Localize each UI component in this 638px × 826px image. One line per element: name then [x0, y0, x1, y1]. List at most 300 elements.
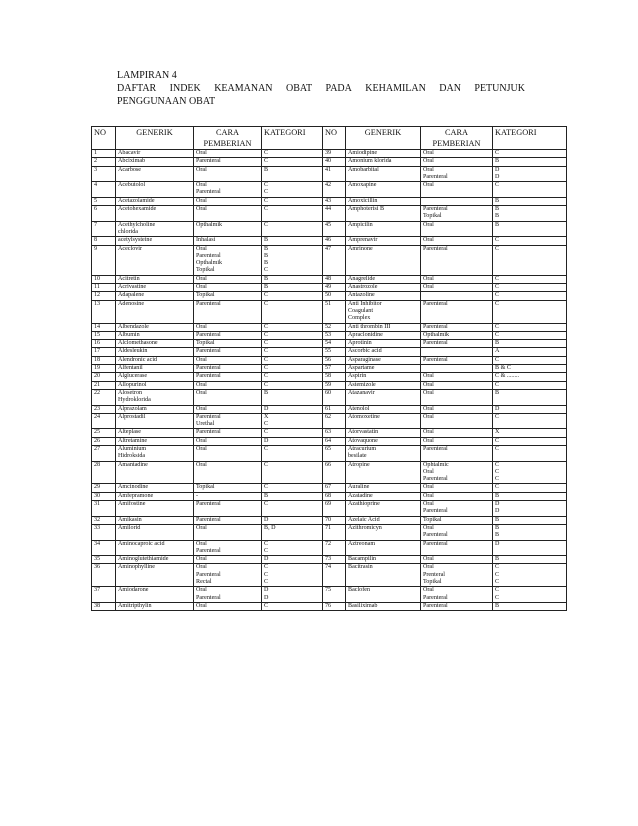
cell-line: Opthalmik: [196, 221, 223, 228]
table-row: [92, 602, 567, 610]
cell-line: Aztreonam: [348, 540, 376, 547]
cell-kategori: [493, 389, 567, 405]
cell-line: Oral: [196, 587, 207, 594]
cell-line: 34: [94, 540, 101, 547]
cell-line: 14: [94, 323, 101, 330]
cell-line: Aminoglutethiamide: [118, 556, 169, 563]
cell-line: Bacitrasin: [348, 564, 373, 571]
cell-line: Oral: [196, 206, 207, 213]
cell-cara-pemberian: [194, 158, 262, 166]
cell-generik: [346, 461, 421, 484]
cell-line: B: [495, 516, 500, 523]
cell-no: [92, 381, 116, 389]
cell-line: Parenteral: [196, 331, 221, 338]
cell-line: Adenosine: [118, 300, 145, 307]
cell-line: Alclomethasone: [118, 340, 158, 347]
cell-line: B: [264, 275, 269, 282]
cell-kategori: [262, 323, 323, 331]
cell-generik: [116, 405, 194, 413]
cell-line: Oral: [423, 492, 434, 499]
cell-kategori: [493, 197, 567, 205]
cell-generik: [116, 356, 194, 364]
cell-cara-pemberian: [194, 461, 262, 484]
cell-line: 12: [94, 292, 101, 299]
cell-no: [92, 437, 116, 445]
cell-line: Parenteral: [196, 348, 221, 355]
cell-cara-pemberian: [421, 221, 493, 237]
cell-line: 3: [94, 166, 98, 173]
cell-cara-pemberian: [194, 429, 262, 437]
cell-line: Oral: [196, 197, 207, 204]
cell-generik: [346, 158, 421, 166]
cell-line: Atazanavir: [348, 389, 375, 396]
cell-line: Oral: [423, 437, 434, 444]
cell-cara-pemberian: [194, 413, 262, 429]
cell-no: [323, 340, 346, 348]
cell-line: C: [495, 564, 500, 571]
cell-line: Oral: [196, 275, 207, 282]
cell-line: 40: [325, 158, 332, 165]
cell-no: [92, 429, 116, 437]
appendix-title-continued: PENGGUNAAN OBAT: [117, 96, 216, 107]
cell-generik: [116, 381, 194, 389]
cell-cara-pemberian: [421, 182, 493, 198]
cell-line: D: [495, 501, 500, 508]
cell-line: C: [264, 221, 269, 228]
cell-line: Ascorbic acid: [348, 348, 382, 355]
cell-line: Oral: [196, 150, 207, 156]
cell-line: 47: [325, 245, 332, 252]
cell-line: 28: [94, 461, 101, 468]
cell-line: Oral: [423, 587, 434, 594]
cell-no: [323, 206, 346, 222]
cell-line: C: [264, 579, 269, 586]
cell-generik: [346, 602, 421, 610]
cell-generik: [116, 461, 194, 484]
cell-line: Atropine: [348, 461, 370, 468]
cell-line: Oral: [196, 284, 207, 291]
table-row: [92, 540, 567, 556]
cell-cara-pemberian: [194, 206, 262, 222]
cell-line: Amikasin: [118, 516, 142, 523]
cell-kategori: [493, 331, 567, 339]
cell-no: [323, 365, 346, 373]
cell-line: C: [264, 150, 269, 156]
cell-kategori: [262, 429, 323, 437]
cell-line: acetylsysteine: [118, 237, 153, 244]
cell-generik: [346, 524, 421, 540]
cell-kategori: [262, 275, 323, 283]
cell-line: Baclofen: [348, 587, 370, 594]
cell-cara-pemberian: [421, 564, 493, 587]
cell-line: Oral: [423, 564, 434, 571]
cell-no: [323, 484, 346, 492]
cell-no: [92, 492, 116, 500]
table-row: [92, 356, 567, 364]
cell-cara-pemberian: [194, 365, 262, 373]
cell-line: Aceclovir: [118, 245, 143, 252]
cell-cara-pemberian: [194, 292, 262, 300]
cell-line: 59: [325, 381, 332, 388]
table-row: [92, 445, 567, 461]
cell-line: Oral: [196, 405, 207, 412]
cell-generik: [116, 197, 194, 205]
cell-line: D: [495, 405, 500, 412]
cell-line: Parenteral: [196, 547, 221, 554]
cell-line: B: [495, 602, 500, 609]
col-header-kategori: KATEGORI: [493, 127, 567, 150]
cell-line: C: [264, 421, 269, 428]
cell-line: chlorida: [118, 228, 138, 235]
cell-line: Parenteral: [196, 365, 221, 372]
table-row: [92, 300, 567, 323]
cell-generik: [116, 587, 194, 603]
cell-line: Parenteral: [423, 445, 448, 452]
cell-generik: [116, 150, 194, 158]
cell-line: C: [264, 189, 269, 196]
cell-line: Parenteral: [196, 571, 221, 578]
cell-line: Amiodarone: [118, 587, 149, 594]
cell-cara-pemberian: [421, 340, 493, 348]
cell-generik: [346, 150, 421, 158]
cell-line: Parenteral: [196, 373, 221, 380]
cell-cara-pemberian: [194, 221, 262, 237]
cell-line: Parenteral: [423, 356, 448, 363]
cell-line: 5: [94, 197, 98, 204]
cell-line: B: [495, 197, 500, 204]
cell-generik: [346, 389, 421, 405]
cell-line: Acethylcholine: [118, 221, 156, 228]
cell-no: [323, 524, 346, 540]
cell-line: Parenteral: [423, 300, 448, 307]
cell-line: 15: [94, 331, 101, 338]
cell-line: Atracurium: [348, 445, 377, 452]
cell-no: [92, 340, 116, 348]
cell-line: 49: [325, 284, 332, 291]
cell-line: Anti thrombin III: [348, 323, 391, 330]
document-heading: [117, 69, 525, 108]
cell-line: B, D: [264, 524, 276, 531]
cell-line: C: [264, 356, 269, 363]
cell-line: Alendronic acid: [118, 356, 158, 363]
cell-line: C: [495, 413, 500, 420]
cell-line: Parenteral: [423, 206, 448, 213]
cell-line: 54: [325, 340, 332, 347]
cell-kategori: [493, 516, 567, 524]
cell-no: [323, 356, 346, 364]
cell-line: C: [495, 587, 500, 594]
cell-line: Alglucerase: [118, 373, 148, 380]
cell-cara-pemberian: [194, 275, 262, 283]
cell-line: C: [495, 292, 500, 299]
cell-cara-pemberian: [421, 445, 493, 461]
cell-line: Alteplase: [118, 429, 142, 436]
cell-cara-pemberian: [194, 564, 262, 587]
cell-line: Topikal: [196, 484, 215, 491]
cell-no: [323, 166, 346, 182]
cell-line: X: [495, 429, 500, 436]
cell-line: Parenteral: [196, 594, 221, 601]
cell-no: [92, 300, 116, 323]
cell-no: [323, 331, 346, 339]
cell-kategori: [493, 602, 567, 610]
cell-generik: [116, 556, 194, 564]
cell-no: [92, 413, 116, 429]
cell-no: [323, 429, 346, 437]
cell-line: Oral: [423, 381, 434, 388]
cell-generik: [116, 348, 194, 356]
cell-line: Parenteral: [423, 532, 448, 539]
cell-line: Azithromicyn: [348, 524, 382, 531]
cell-line: A: [495, 348, 500, 355]
cell-cara-pemberian: [421, 245, 493, 275]
cell-line: C: [264, 564, 269, 571]
cell-kategori: [493, 245, 567, 275]
cell-kategori: [493, 292, 567, 300]
cell-line: C: [495, 331, 500, 338]
cell-line: 57: [325, 365, 332, 372]
cell-kategori: [493, 348, 567, 356]
cell-line: B: [495, 556, 500, 563]
cell-line: 18: [94, 356, 101, 363]
cell-line: Parenteral: [196, 189, 221, 196]
cell-line: Oral: [423, 182, 434, 189]
cell-line: 30: [94, 492, 101, 499]
cell-line: 10: [94, 275, 101, 282]
cell-line: Parenteral: [423, 340, 448, 347]
cell-line: C: [264, 331, 269, 338]
cell-line: C: [264, 373, 269, 380]
cell-line: D: [264, 405, 269, 412]
cell-line: Oral: [423, 158, 434, 165]
cell-line: Topikal: [423, 579, 442, 586]
table-row: [92, 245, 567, 275]
cell-no: [92, 150, 116, 158]
cell-line: Oral: [423, 150, 434, 156]
cell-kategori: [493, 182, 567, 198]
cell-generik: [346, 516, 421, 524]
cell-no: [92, 206, 116, 222]
cell-line: Amfepramone: [118, 492, 154, 499]
cell-no: [323, 445, 346, 461]
cell-generik: [116, 340, 194, 348]
cell-line: 53: [325, 331, 332, 338]
cell-line: 70: [325, 516, 332, 523]
cell-line: C: [264, 323, 269, 330]
cell-line: Inhalasi: [196, 237, 216, 244]
cell-line: 25: [94, 429, 101, 436]
cell-no: [323, 373, 346, 381]
cell-line: Allopurinol: [118, 381, 147, 388]
cell-line: 75: [325, 587, 332, 594]
cell-line: Oral: [196, 389, 207, 396]
cell-line: 31: [94, 501, 101, 508]
cell-generik: [116, 221, 194, 237]
cell-kategori: [493, 275, 567, 283]
col-header-kategori: KATEGORI: [262, 127, 323, 150]
cell-line: B: [264, 260, 269, 267]
cell-line: Azathioprine: [348, 501, 380, 508]
cell-line: Parenteral: [423, 508, 448, 515]
cell-kategori: [262, 587, 323, 603]
cell-line: C: [264, 197, 269, 204]
cell-kategori: [493, 221, 567, 237]
cell-line: 52: [325, 323, 332, 330]
cell-line: Coagulant: [348, 307, 374, 314]
cell-cara-pemberian: [421, 405, 493, 413]
cell-generik: [346, 556, 421, 564]
cell-no: [323, 389, 346, 405]
cell-line: 19: [94, 365, 101, 372]
cell-line: D: [495, 540, 500, 547]
cell-line: 16: [94, 340, 101, 347]
cell-line: B: [495, 221, 500, 228]
cell-line: C: [495, 381, 500, 388]
cell-kategori: [262, 524, 323, 540]
cell-generik: [116, 564, 194, 587]
cell-cara-pemberian: [194, 437, 262, 445]
cell-no: [92, 365, 116, 373]
cell-generik: [346, 564, 421, 587]
cell-line: Oral: [423, 556, 434, 563]
cell-line: Topikal: [423, 213, 442, 220]
cell-no: [92, 373, 116, 381]
cell-line: Oral: [423, 237, 434, 244]
cell-no: [323, 245, 346, 275]
cell-line: 1: [94, 150, 98, 156]
col-header-no: NO: [92, 127, 116, 150]
cell-line: Opthalmik: [196, 260, 223, 267]
cell-line: Astemizole: [348, 381, 376, 388]
cell-kategori: [262, 564, 323, 587]
table-row: [92, 150, 567, 158]
cell-line: C: [264, 348, 269, 355]
cell-cara-pemberian: [421, 150, 493, 158]
cell-line: Ophtalmic: [423, 461, 449, 468]
cell-generik: [346, 484, 421, 492]
cell-line: Amiodipine: [348, 150, 378, 156]
cell-cara-pemberian: [421, 300, 493, 323]
cell-line: Atomoxetine: [348, 413, 380, 420]
cell-kategori: [493, 323, 567, 331]
cell-line: 4: [94, 182, 98, 189]
cell-line: C: [264, 547, 269, 554]
cell-generik: [116, 429, 194, 437]
cell-line: 20: [94, 373, 101, 380]
cell-line: 71: [325, 524, 332, 531]
cell-line: Aldesleukin: [118, 348, 148, 355]
cell-line: Aluminium: [118, 445, 147, 452]
table-row: [92, 373, 567, 381]
cell-no: [323, 587, 346, 603]
cell-generik: [346, 340, 421, 348]
cell-generik: [346, 182, 421, 198]
cell-line: 36: [94, 564, 101, 571]
cell-no: [323, 564, 346, 587]
cell-kategori: [493, 356, 567, 364]
cell-cara-pemberian: [194, 587, 262, 603]
cell-line: Rectal: [196, 579, 212, 586]
cell-no: [323, 284, 346, 292]
cell-cara-pemberian: [421, 389, 493, 405]
cell-line: Amobarbital: [348, 166, 379, 173]
cell-generik: [116, 445, 194, 461]
cell-line: Oral: [196, 437, 207, 444]
cell-line: B: [264, 492, 269, 499]
cell-line: C: [495, 323, 500, 330]
cell-kategori: [493, 429, 567, 437]
cell-no: [92, 331, 116, 339]
cell-cara-pemberian: [421, 429, 493, 437]
cell-no: [92, 292, 116, 300]
cell-line: Amphoterisi B: [348, 206, 385, 213]
cell-line: Oral: [196, 564, 207, 571]
table-row: [92, 292, 567, 300]
cell-cara-pemberian: [421, 381, 493, 389]
cell-no: [323, 323, 346, 331]
cell-line: Topikal: [196, 267, 215, 274]
cell-cara-pemberian: [421, 373, 493, 381]
cell-cara-pemberian: [194, 245, 262, 275]
cell-no: [323, 540, 346, 556]
cell-kategori: [262, 445, 323, 461]
cell-line: Aspartame: [348, 365, 375, 372]
cell-generik: [116, 389, 194, 405]
cell-kategori: [262, 348, 323, 356]
cell-line: Atenolol: [348, 405, 370, 412]
cell-generik: [116, 331, 194, 339]
cell-generik: [346, 437, 421, 445]
table-row: [92, 237, 567, 245]
cell-line: B: [264, 237, 269, 244]
cell-line: Parenteral: [196, 252, 221, 259]
cell-cara-pemberian: [194, 150, 262, 158]
cell-line: C: [264, 340, 269, 347]
cell-line: Amoxapine: [348, 182, 377, 189]
cell-kategori: [493, 501, 567, 517]
cell-line: besilate: [348, 453, 367, 460]
cell-kategori: [262, 461, 323, 484]
cell-kategori: [262, 492, 323, 500]
cell-line: Apraclonidine: [348, 331, 383, 338]
cell-line: 27: [94, 445, 101, 452]
cell-cara-pemberian: [194, 492, 262, 500]
table-row: [92, 166, 567, 182]
cell-generik: [116, 158, 194, 166]
cell-no: [323, 516, 346, 524]
cell-line: Opthalmik: [423, 331, 450, 338]
cell-generik: [116, 245, 194, 275]
table-row: [92, 348, 567, 356]
cell-kategori: [493, 461, 567, 484]
cell-line: 73: [325, 556, 332, 563]
cell-kategori: [493, 206, 567, 222]
cell-line: 22: [94, 389, 101, 396]
col-header-cara-pemberian: CARA PEMBERIAN: [421, 127, 493, 150]
cell-generik: [346, 206, 421, 222]
cell-kategori: [262, 556, 323, 564]
cell-line: Prenteral: [423, 571, 445, 578]
cell-kategori: [493, 381, 567, 389]
table-row: [92, 484, 567, 492]
cell-line: Amonium klorida: [348, 158, 392, 165]
cell-cara-pemberian: [421, 492, 493, 500]
cell-cara-pemberian: [194, 484, 262, 492]
table-row: [92, 501, 567, 517]
cell-line: C: [495, 579, 500, 586]
cell-line: Topikal: [423, 516, 442, 523]
cell-line: 33: [94, 524, 101, 531]
